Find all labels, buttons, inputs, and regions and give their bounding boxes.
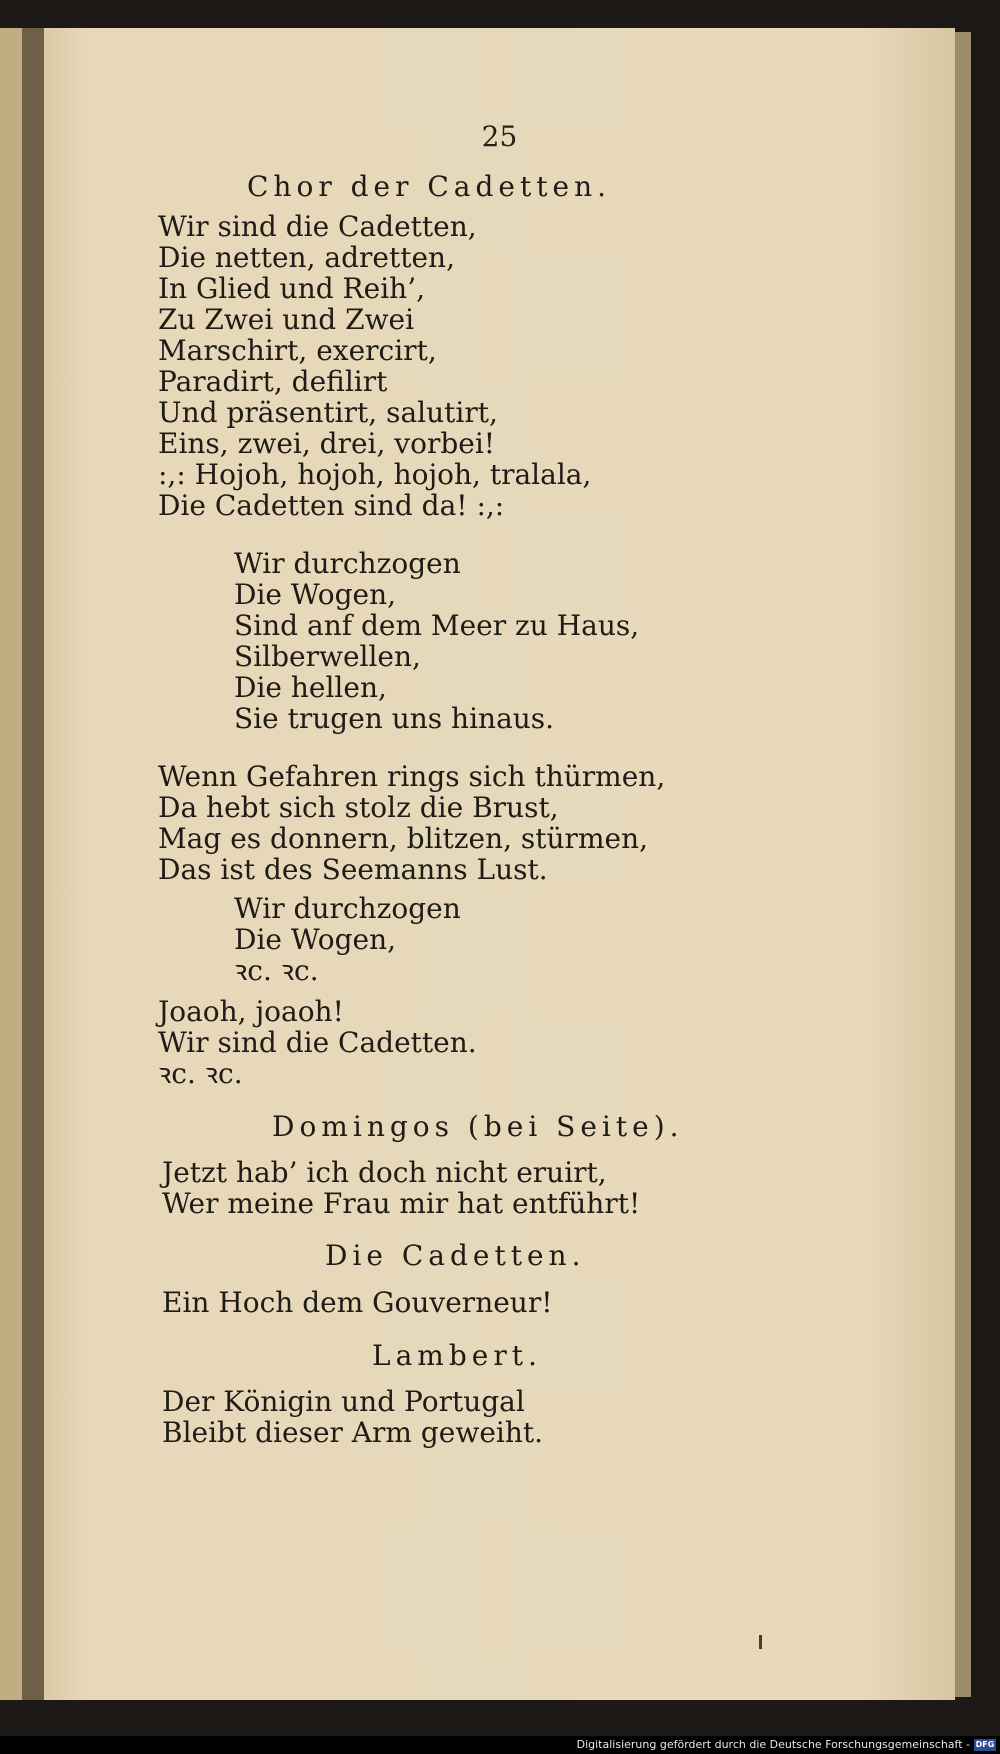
verse-line: Sind anf dem Meer zu Haus, [234, 609, 640, 642]
verse-line: Silberwellen, [234, 640, 421, 673]
verse-line: Eins, zwei, drei, vorbei! [158, 427, 496, 460]
speaker-domingos: Domingos (bei Seite). [272, 1110, 684, 1143]
verse-line: Marschirt, exercirt, [158, 334, 437, 367]
verse-line: Joaoh, joaoh! [158, 995, 344, 1028]
page-edge-right [955, 32, 971, 1697]
verse-line: Wenn Gefahren rings sich thürmen, [158, 760, 666, 793]
page-number: 25 [481, 120, 518, 153]
verse-line: Die Cadetten sind da! :,: [158, 489, 505, 522]
verse-line: Das ist des Seemanns Lust. [158, 853, 548, 886]
verse-line: In Glied und Reih’, [158, 272, 425, 305]
footer-credit: Digitalisierung gefördert durch die Deutsche Forschungsgemeinschaft - [576, 1738, 970, 1751]
verse-line: :,: Hojoh, hojoh, hojoh, tralala, [158, 458, 592, 491]
verse-line: Wir sind die Cadetten, [158, 210, 477, 243]
verse-line: Zu Zwei und Zwei [158, 303, 415, 336]
verse-line: Da hebt sich stolz die Brust, [158, 791, 559, 824]
verse-line: Sie trugen uns hinaus. [234, 702, 555, 735]
verse-line: Bleibt dieser Arm geweiht. [162, 1416, 544, 1449]
speaker-lambert: Lambert. [372, 1339, 542, 1372]
verse-line: Der Königin und Portugal [162, 1385, 525, 1418]
verse-line: Die Wogen, [234, 578, 397, 611]
verse-line: Ein Hoch dem Gouverneur! [162, 1286, 553, 1319]
verse-line: ꝛc. ꝛc. [234, 954, 319, 987]
verse-line: Die hellen, [234, 671, 387, 704]
verse-line: Wir durchzogen [234, 892, 461, 925]
verse-line: Mag es donnern, blitzen, stürmen, [158, 822, 648, 855]
ink-mark [759, 1635, 762, 1649]
dfg-logo: DFG [975, 1740, 995, 1749]
adjacent-page-edge [0, 28, 22, 1700]
speaker-die-cadetten: Die Cadetten. [325, 1239, 586, 1272]
verse-line: Die netten, adretten, [158, 241, 455, 274]
heading-chor-der-cadetten: Chor der Cadetten. [247, 170, 611, 203]
verse-line: Jetzt hab’ ich doch nicht eruirt, [162, 1156, 607, 1189]
verse-line: Wir sind die Cadetten. [158, 1026, 477, 1059]
verse-line: Die Wogen, [234, 923, 397, 956]
book-page [44, 28, 955, 1700]
verse-line: Und präsentirt, salutirt, [158, 396, 498, 429]
verse-line: Wer meine Frau mir hat entführt! [162, 1187, 641, 1220]
book-gutter [22, 28, 44, 1700]
verse-line: ꝛc. ꝛc. [158, 1057, 243, 1090]
verse-line: Paradirt, defilirt [158, 365, 388, 398]
verse-line: Wir durchzogen [234, 547, 461, 580]
